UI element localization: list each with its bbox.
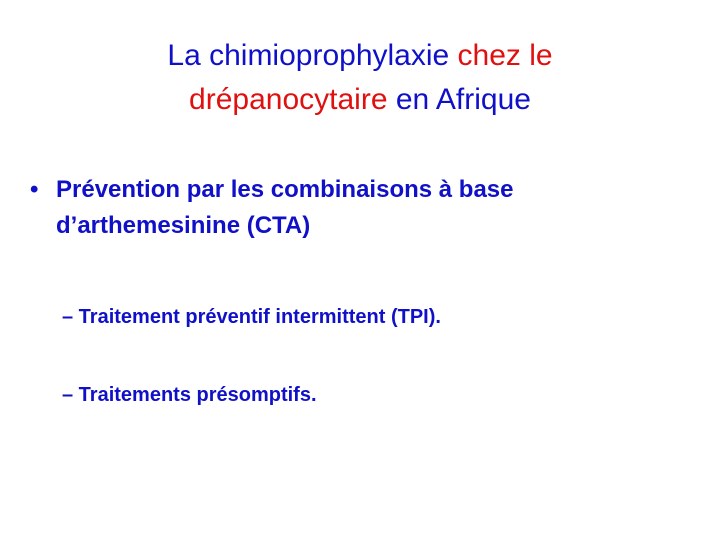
title-segment-3: drépanocytaire — [189, 83, 388, 116]
bullet-item — [30, 172, 690, 244]
sub-item-2: – Traitements présomptifs. — [62, 384, 317, 406]
slide-title — [60, 34, 660, 122]
bullet-marker: • — [30, 176, 39, 203]
title-line-2 — [60, 78, 660, 122]
title-segment-4: en Afrique — [387, 83, 531, 116]
title-segment-1: La chimioprophylaxie — [167, 39, 458, 72]
bullet-text: Prévention par les combinaisons à base d’arthemesinine (CTA) — [56, 176, 514, 239]
title-segment-2: chez le — [457, 39, 553, 72]
sub-item-1: – Traitement préventif intermittent (TPI). — [62, 306, 441, 328]
title-line-1 — [60, 34, 660, 78]
